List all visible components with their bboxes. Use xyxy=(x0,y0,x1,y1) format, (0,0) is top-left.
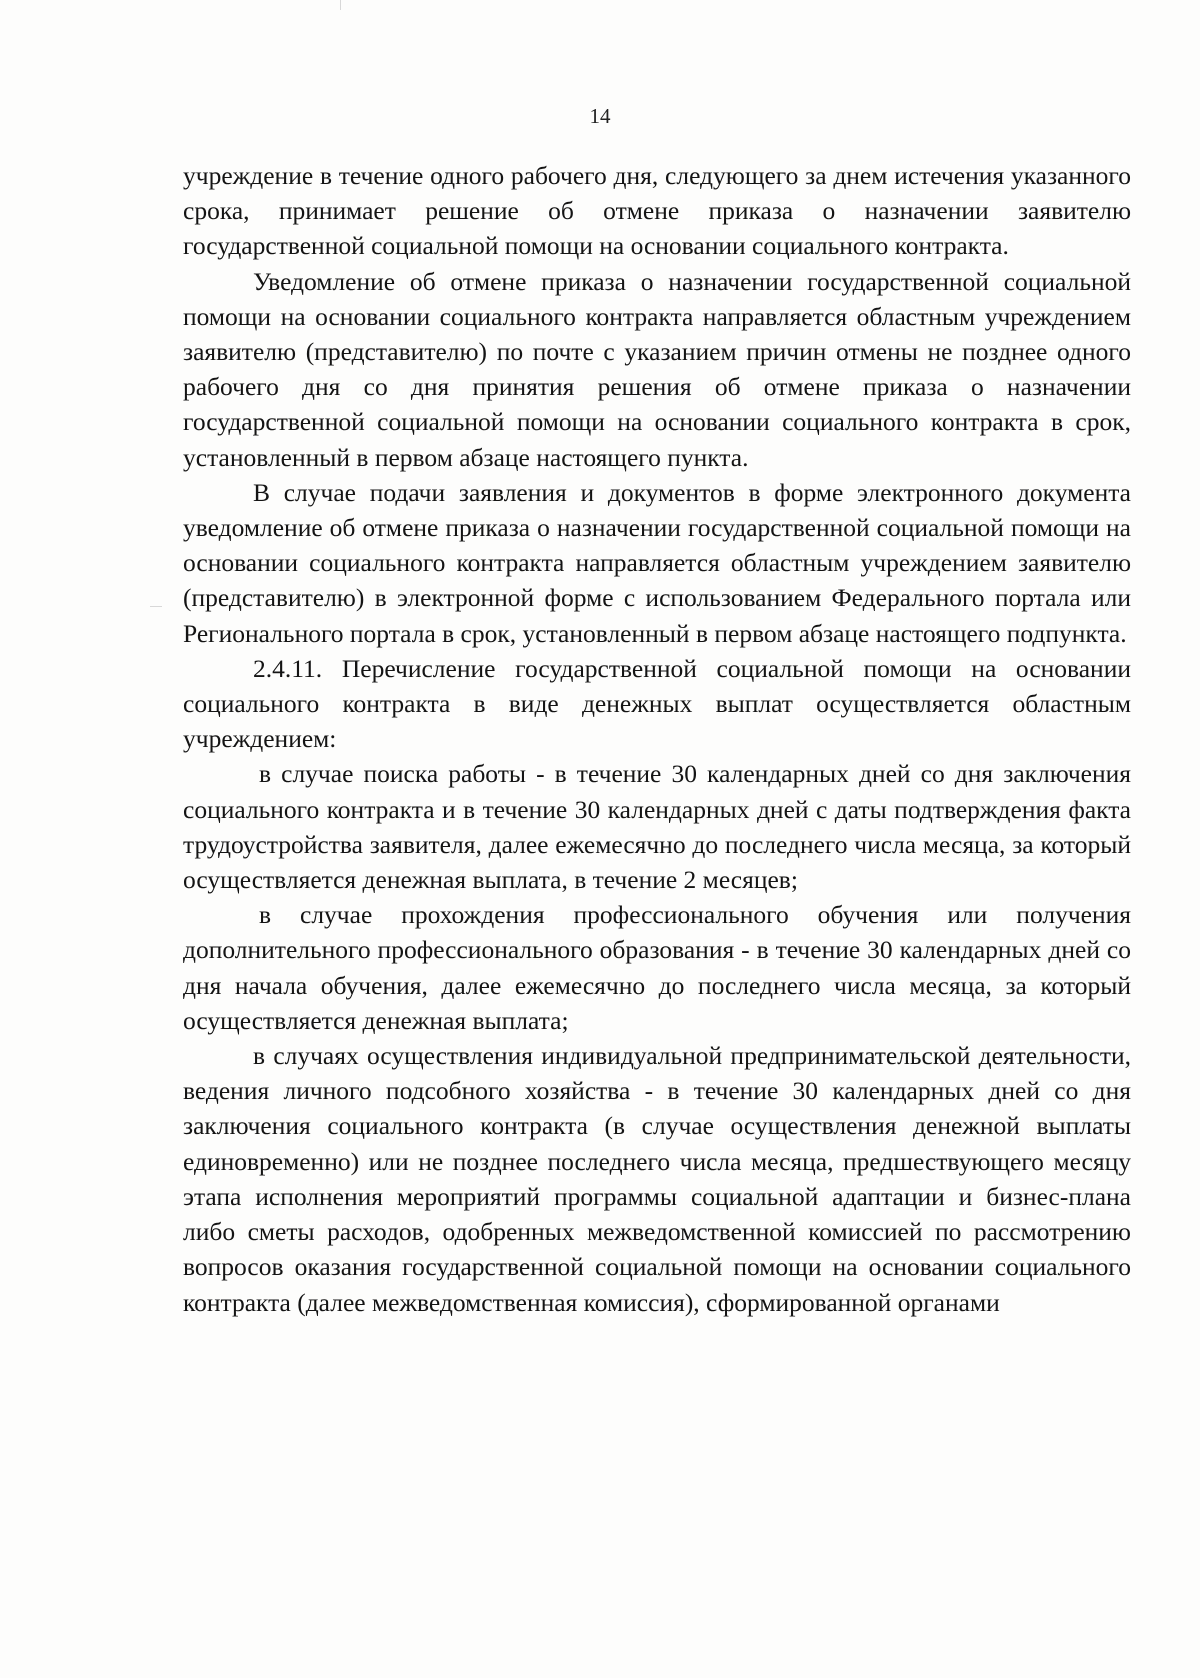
paragraph-job-search: в случае поиска работы - в течение 30 календарных дней со дня заключения социального контракта и в течение 30 календарных дней с даты подтверждения факта трудоустройства заявителя, далее ежемесячно до последнего числа месяца, за который осуществляется денежная выплата, в течение 2 месяцев; xyxy=(183,759,1131,895)
scan-artifact-left xyxy=(150,606,162,607)
paragraph-continuation: учреждение в течение одного рабочего дня, следующего за днем истечения указанного срока, принимает решение об отмене приказа о назначении заявителю государственной социальной помощи на основании социального контракта. xyxy=(183,161,1131,261)
paragraph-notification-mail: Уведомление об отмене приказа о назначении государственной социальной помощи на основании социального контракта направляется областным учреждением заявителю (представителю) по почте с указанием причин отмены не позднее одного рабочего дня со дня принятия решения об отмене приказа о назначении государственной социальной помощи на основании социального контракта в срок, установленный в первом абзаце настоящего пункта. xyxy=(183,266,1131,472)
scan-artifact-top xyxy=(340,0,341,10)
paragraph-notification-electronic: В случае подачи заявления и документов в форме электронного документа уведомление об отмене приказа о назначении государственной социальной помощи на основании социального контракта направляется областным учреждением заявителю (представителю) в электронной форме с использованием Федерального портала или Регионального портала в срок, установленный в первом абзаце настоящего подпункта. xyxy=(183,477,1131,648)
paragraph-clause-2-4-11: 2.4.11. Перечисление государственной социальной помощи на основании социального контракта в виде денежных выплат осуществляется областным учреждением: xyxy=(183,653,1131,754)
page-number: 14 xyxy=(589,104,611,128)
document-body xyxy=(183,158,1131,1320)
paragraph-entrepreneurship: в случаях осуществления индивидуальной предпринимательской деятельности, ведения личного подсобного хозяйства - в течение 30 календарных дней со дня заключения социального контракта (в случае осуществления денежной выплаты единовременно) или не позднее последнего числа месяца, предшествующего месяцу этапа исполнения мероприятий программы социальной адаптации и бизнес-плана либо сметы расходов, одобренных межведомственной комиссией по рассмотрению вопросов оказания государственной социальной помощи на основании социального контракта (далее межведомственная комиссия), сформированной органами xyxy=(183,1041,1131,1317)
paragraph-training: в случае прохождения профессионального обучения или получения дополнительного профессионального образования - в течение 30 календарных дней со дня начала обучения, далее ежемесячно до последнего числа месяца, за который осуществляется денежная выплата; xyxy=(183,900,1131,1035)
